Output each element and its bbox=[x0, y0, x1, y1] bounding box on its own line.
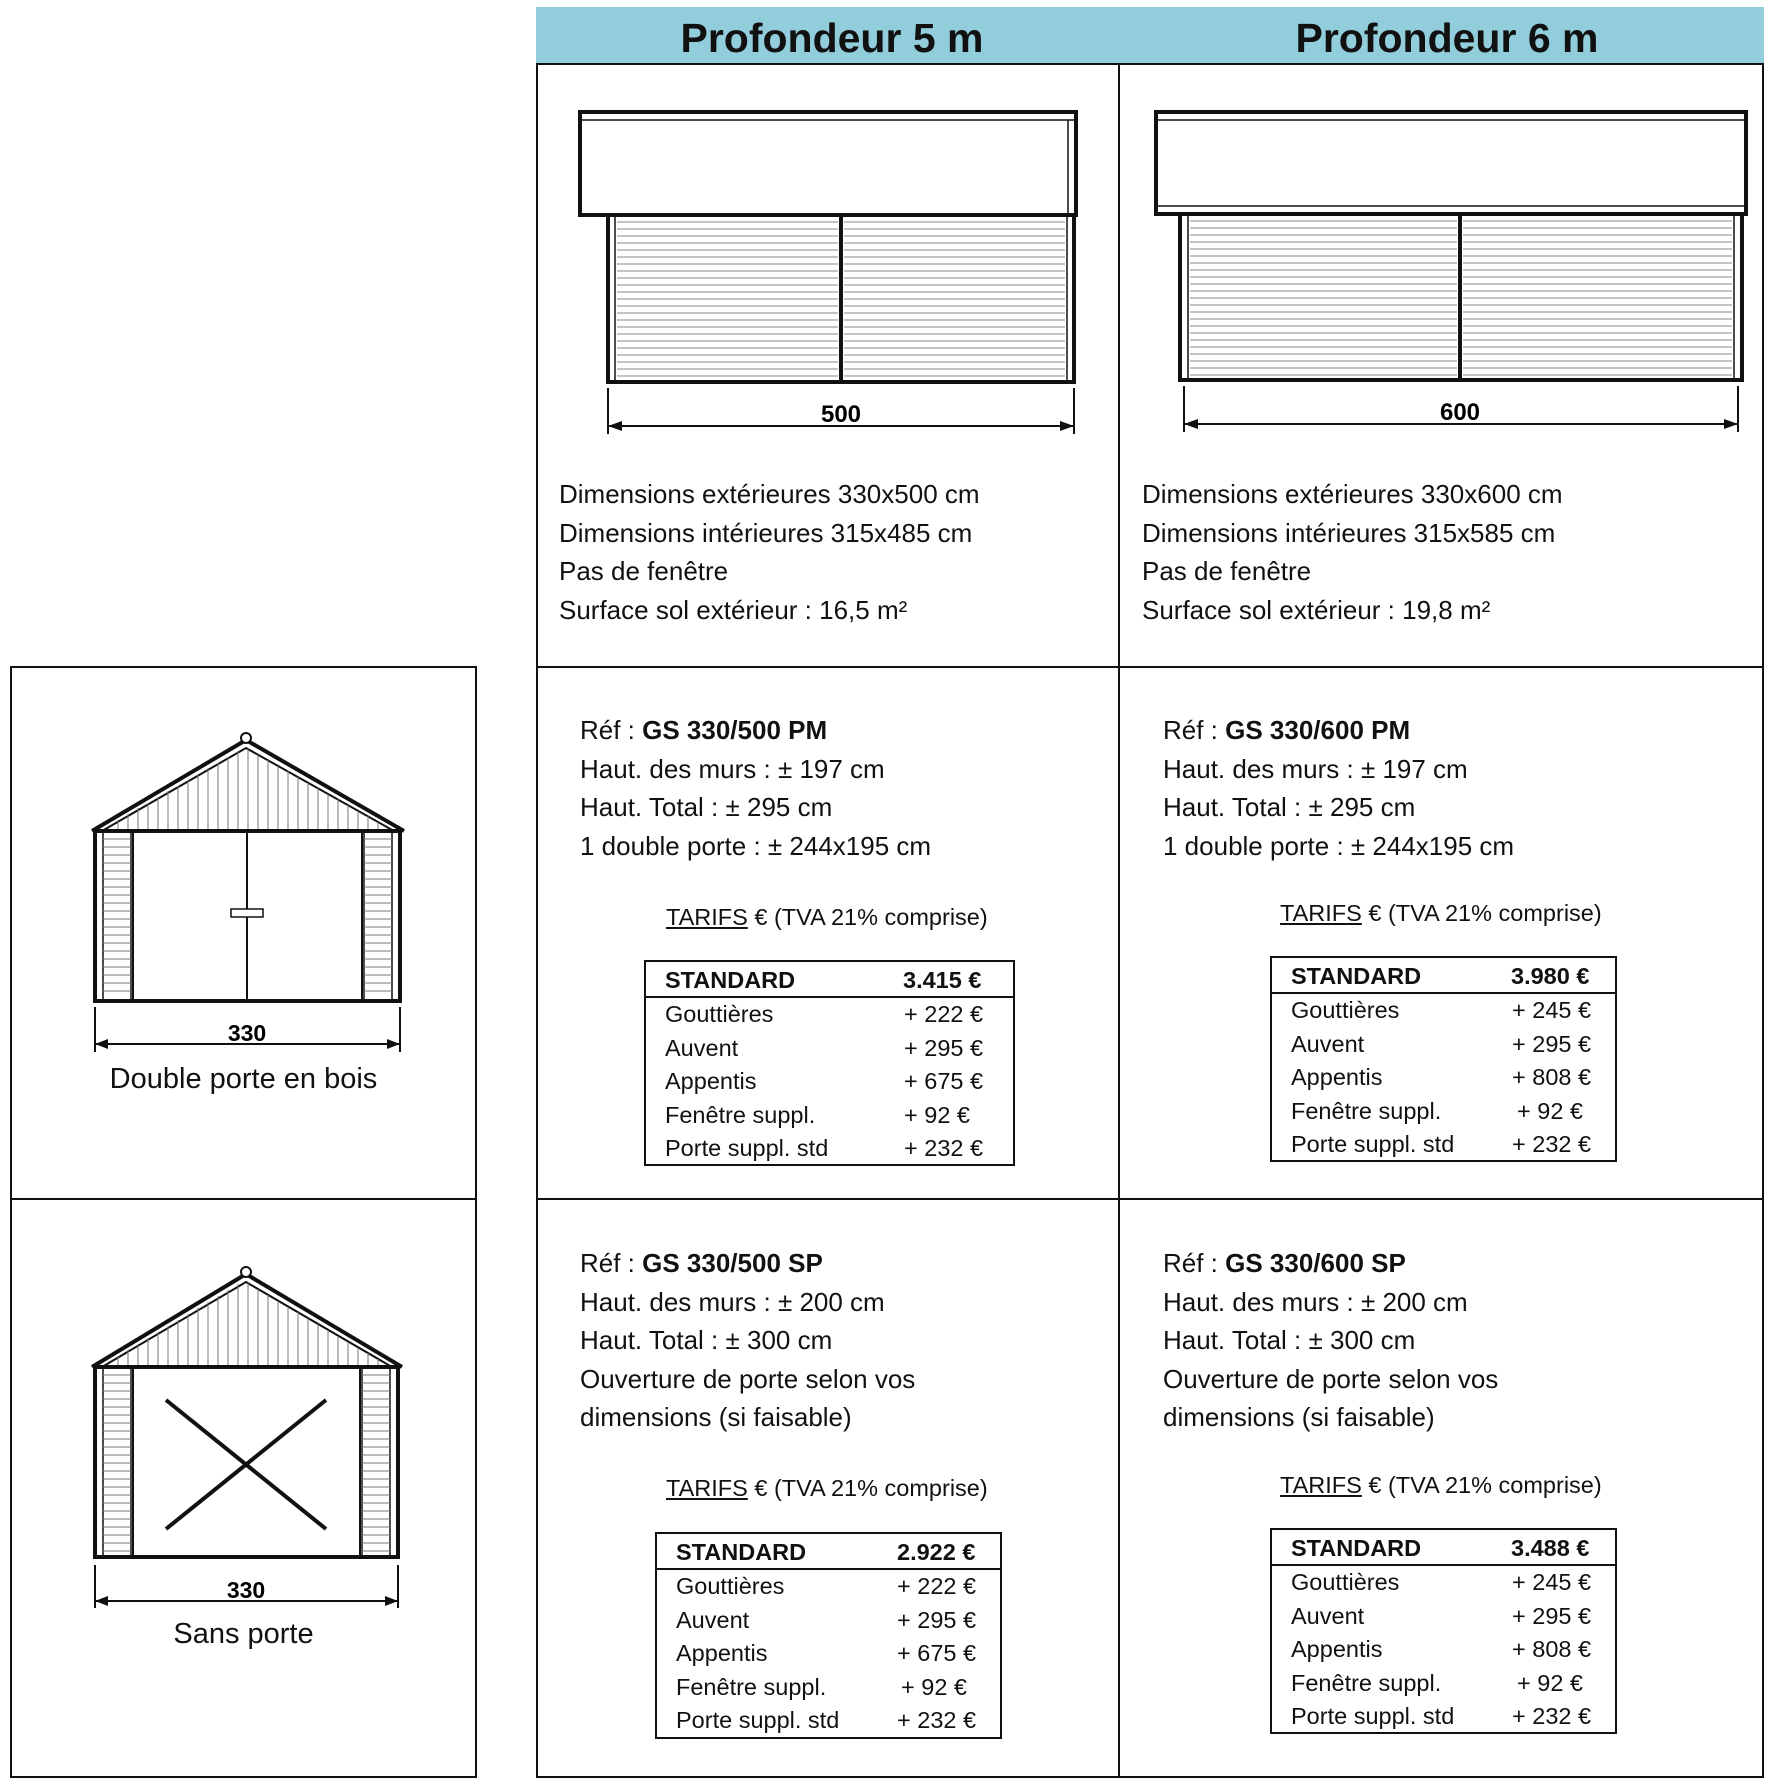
price-row: Appentis + 808 € bbox=[1291, 1064, 1592, 1090]
model-line: 1 double porte : ± 244x195 cm bbox=[1163, 830, 1515, 861]
price-row: Auvent + 295 € bbox=[1291, 1030, 1592, 1057]
model-line: Haut. des murs : ± 197 cm bbox=[1163, 753, 1468, 784]
spec-floor-surface: Surface sol extérieur : 16,5 m² bbox=[559, 594, 908, 625]
dimension-500-label: 500 bbox=[820, 401, 862, 428]
price-table-sp-500 bbox=[655, 1532, 1002, 1739]
side-drawing-600 bbox=[1148, 100, 1748, 440]
tarifs-heading: TARIFS € (TVA 21% comprise) bbox=[666, 904, 988, 930]
depth-header bbox=[536, 7, 1764, 65]
dimension-330-label: 330 bbox=[227, 1020, 267, 1046]
spec-floor-surface: Surface sol extérieur : 19,8 m² bbox=[1142, 594, 1491, 625]
price-row: Gouttières + 245 € bbox=[1291, 1569, 1592, 1595]
header-depth-6m: Profondeur 6 m bbox=[1295, 15, 1599, 61]
tarifs-heading: TARIFS € (TVA 21% comprise) bbox=[1280, 900, 1602, 926]
model-ref: Réf : GS 330/500 PM bbox=[580, 715, 828, 745]
spec-ext-dimensions: Dimensions extérieures 330x500 cm bbox=[559, 479, 980, 509]
price-row: Auvent + 295 € bbox=[665, 1034, 984, 1061]
dimension-330-label: 330 bbox=[226, 1577, 266, 1603]
model-line: Haut. Total : ± 295 cm bbox=[580, 792, 833, 822]
specs-5m bbox=[559, 475, 980, 629]
price-row: Appentis + 675 € bbox=[665, 1068, 984, 1094]
price-table-pm-500 bbox=[644, 960, 1015, 1166]
price-row-standard: STANDARD 3.415 € bbox=[646, 962, 1013, 998]
model-line: Haut. Total : ± 295 cm bbox=[1163, 792, 1416, 822]
front-drawing-no-door bbox=[88, 1262, 418, 1612]
price-row-standard: STANDARD 3.488 € bbox=[1272, 1530, 1615, 1566]
price-table-sp-600 bbox=[1270, 1528, 1617, 1734]
model-pm-600-specs bbox=[1163, 711, 1514, 865]
spec-window: Pas de fenêtre bbox=[1142, 556, 1312, 586]
price-row: Fenêtre suppl. + 92 € bbox=[1291, 1097, 1583, 1124]
model-line: Haut. des murs : ± 200 cm bbox=[1163, 1286, 1468, 1317]
tarifs-heading: TARIFS € (TVA 21% comprise) bbox=[1280, 1472, 1602, 1498]
price-row: Porte suppl. std + 232 € bbox=[676, 1707, 977, 1733]
side-drawing-500 bbox=[570, 100, 1090, 440]
price-row: Auvent + 295 € bbox=[676, 1606, 977, 1633]
model-line: dimensions (si faisable) bbox=[580, 1402, 852, 1432]
caption-double-door: Double porte en bois bbox=[109, 1063, 378, 1095]
spec-int-dimensions: Dimensions intérieures 315x485 cm bbox=[559, 517, 973, 548]
price-row: Fenêtre suppl. + 92 € bbox=[665, 1101, 970, 1128]
price-row: Auvent + 295 € bbox=[1291, 1602, 1592, 1629]
dimension-600-label: 600 bbox=[1439, 399, 1481, 426]
model-line: Haut. des murs : ± 197 cm bbox=[580, 753, 885, 784]
price-row: Porte suppl. std + 232 € bbox=[665, 1135, 984, 1161]
tarifs-heading: TARIFS € (TVA 21% comprise) bbox=[666, 1475, 988, 1501]
front-drawing-double-door bbox=[88, 728, 418, 1058]
model-line: Haut. des murs : ± 200 cm bbox=[580, 1286, 885, 1317]
model-sp-600-specs bbox=[1163, 1244, 1498, 1437]
price-row-standard: STANDARD 2.922 € bbox=[657, 1534, 1000, 1570]
model-ref: Réf : GS 330/500 SP bbox=[580, 1248, 823, 1278]
spec-ext-dimensions: Dimensions extérieures 330x600 cm bbox=[1142, 479, 1563, 509]
model-sp-500-specs bbox=[580, 1244, 915, 1437]
price-row: Porte suppl. std + 232 € bbox=[1291, 1703, 1592, 1729]
price-row-standard: STANDARD 3.980 € bbox=[1272, 958, 1615, 994]
model-line: 1 double porte : ± 244x195 cm bbox=[580, 830, 932, 861]
price-row: Appentis + 675 € bbox=[676, 1640, 977, 1666]
price-table-pm-600 bbox=[1270, 956, 1617, 1162]
caption-no-door: Sans porte bbox=[173, 1618, 314, 1650]
price-row: Fenêtre suppl. + 92 € bbox=[676, 1673, 967, 1700]
model-pm-500-specs bbox=[580, 711, 931, 865]
model-line: dimensions (si faisable) bbox=[1163, 1402, 1435, 1432]
specs-6m bbox=[1142, 475, 1563, 629]
price-row: Appentis + 808 € bbox=[1291, 1636, 1592, 1662]
model-line: Ouverture de porte selon vos bbox=[580, 1363, 916, 1394]
header-depth-5m: Profondeur 5 m bbox=[680, 15, 984, 61]
model-ref: Réf : GS 330/600 PM bbox=[1163, 715, 1411, 745]
model-line: Ouverture de porte selon vos bbox=[1163, 1363, 1499, 1394]
price-row: Gouttières + 222 € bbox=[676, 1573, 977, 1599]
model-line: Haut. Total : ± 300 cm bbox=[1163, 1325, 1416, 1355]
price-row: Fenêtre suppl. + 92 € bbox=[1291, 1669, 1583, 1696]
price-row: Porte suppl. std + 232 € bbox=[1291, 1131, 1592, 1157]
model-line: Haut. Total : ± 300 cm bbox=[580, 1325, 833, 1355]
price-row: Gouttières + 245 € bbox=[1291, 997, 1592, 1023]
spec-window: Pas de fenêtre bbox=[559, 556, 729, 586]
model-ref: Réf : GS 330/600 SP bbox=[1163, 1248, 1406, 1278]
price-row: Gouttières + 222 € bbox=[665, 1001, 984, 1027]
spec-int-dimensions: Dimensions intérieures 315x585 cm bbox=[1142, 517, 1556, 548]
